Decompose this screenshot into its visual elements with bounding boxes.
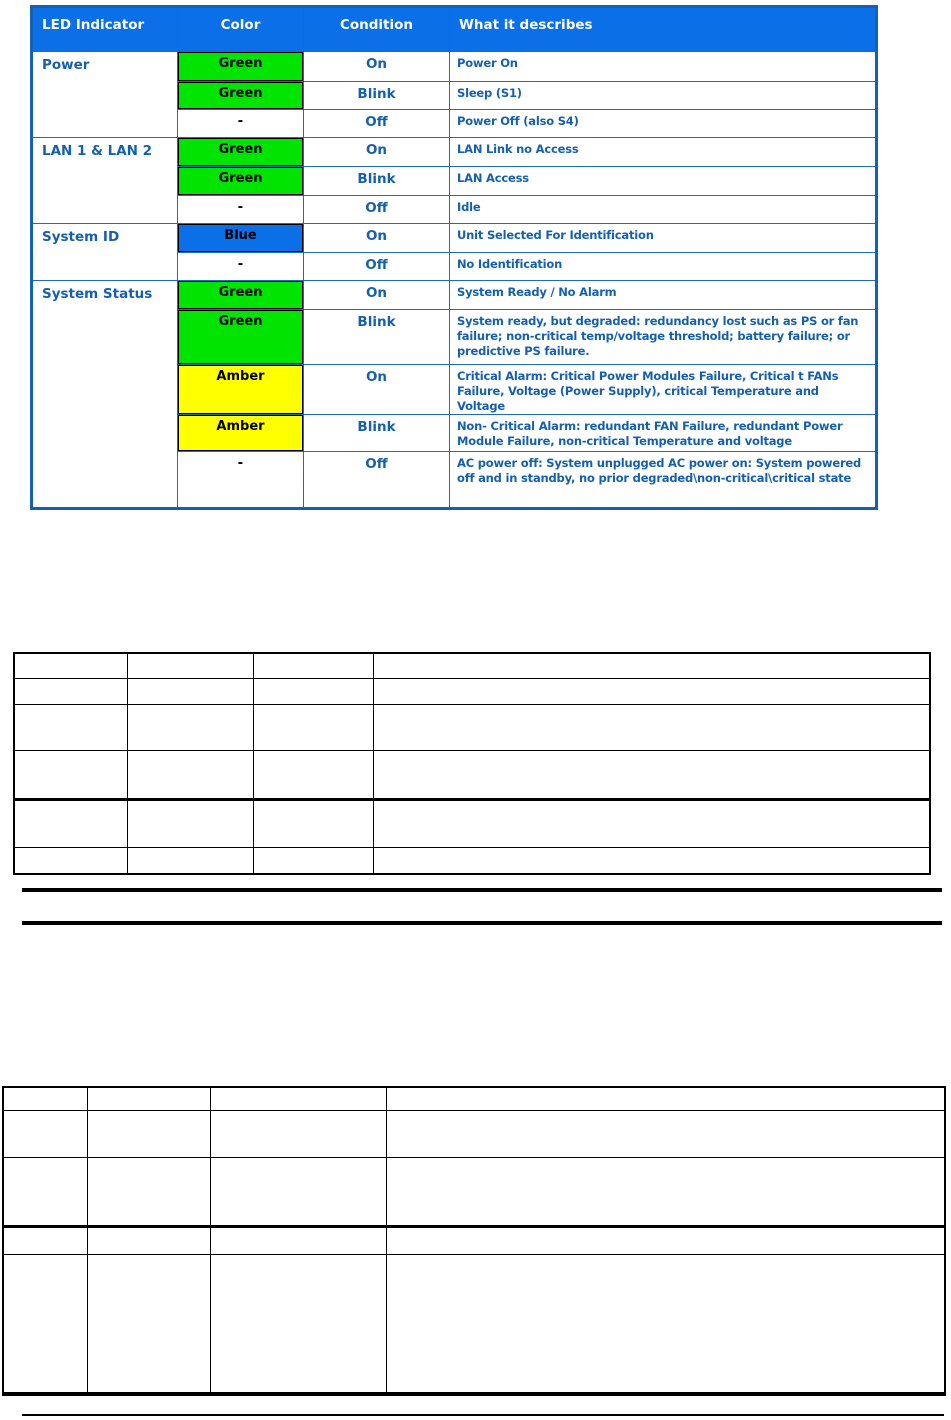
header-row (32, 7, 877, 52)
condition-cell: On (304, 281, 450, 310)
color-cell: Amber (178, 415, 304, 452)
description-cell: No Identification (450, 253, 877, 281)
table-row (3, 1226, 945, 1254)
empty-cell (87, 1254, 210, 1394)
color-cell: Green (178, 138, 304, 167)
table-row (14, 799, 930, 847)
table-row (14, 847, 930, 874)
empty-cell (253, 847, 373, 874)
condition-cell: On (304, 224, 450, 253)
description-cell: Non- Critical Alarm: redundant FAN Failure, redundant Power Module Failure, non-critical Temperature and voltage (450, 415, 877, 452)
empty-cell (210, 1254, 386, 1394)
empty-cell (127, 750, 253, 799)
empty-cell (127, 847, 253, 874)
empty-cell (3, 1254, 87, 1394)
color-cell: Green (178, 310, 304, 365)
empty-table-2 (2, 1086, 946, 1396)
empty-cell (373, 847, 930, 874)
empty-cell (87, 1226, 210, 1254)
condition-cell: On (304, 138, 450, 167)
description-cell: AC power off: System unplugged AC power on: System powered off and in standby, no prior degraded\non-critical\critical state (450, 452, 877, 509)
condition-cell: Off (304, 196, 450, 224)
empty-cell (386, 1157, 945, 1226)
horizontal-rule (22, 921, 942, 925)
empty-cell (3, 1226, 87, 1254)
description-cell: Critical Alarm: Critical Power Modules Failure, Critical t FANs Failure, Voltage (Power Supply), critical Temperature and Voltage (450, 365, 877, 415)
color-cell: Green (178, 52, 304, 82)
empty-cell (127, 704, 253, 750)
empty-cell (14, 799, 127, 847)
empty-cell (253, 704, 373, 750)
empty-cell (3, 1157, 87, 1226)
condition-cell: Blink (304, 415, 450, 452)
empty-cell (373, 678, 930, 704)
empty-cell (127, 678, 253, 704)
description-cell: Power On (450, 52, 877, 82)
empty-cell (14, 750, 127, 799)
color-cell: Green (178, 167, 304, 196)
indicator-lan: LAN 1 & LAN 2 (32, 138, 178, 224)
table-row (3, 1087, 945, 1110)
empty-cell (210, 1157, 386, 1226)
table-row (32, 52, 877, 82)
header-led-indicator: LED Indicator (32, 7, 178, 52)
color-cell: Blue (178, 224, 304, 253)
indicator-system-id: System ID (32, 224, 178, 281)
empty-cell (210, 1087, 386, 1110)
table-row (14, 653, 930, 678)
empty-cell (373, 704, 930, 750)
empty-cell (210, 1226, 386, 1254)
condition-cell: On (304, 365, 450, 415)
empty-cell (87, 1087, 210, 1110)
table-row (14, 704, 930, 750)
empty-cell (386, 1226, 945, 1254)
empty-cell (373, 799, 930, 847)
indicator-power: Power (32, 52, 178, 138)
table-row (14, 678, 930, 704)
color-cell: - (178, 452, 304, 509)
description-cell: LAN Access (450, 167, 877, 196)
empty-cell (14, 847, 127, 874)
description-cell: System ready, but degraded: redundancy lost such as PS or fan failure; non-critical temp/voltage threshold; battery failure; or predictive PS failure. (450, 310, 877, 365)
description-cell: LAN Link no Access (450, 138, 877, 167)
table-row (32, 224, 877, 253)
empty-cell (3, 1110, 87, 1157)
empty-cell (14, 704, 127, 750)
description-cell: Unit Selected For Identification (450, 224, 877, 253)
table-row (14, 750, 930, 799)
empty-cell (3, 1087, 87, 1110)
empty-cell (127, 653, 253, 678)
empty-cell (253, 799, 373, 847)
empty-cell (14, 653, 127, 678)
empty-cell (253, 750, 373, 799)
empty-cell (127, 799, 253, 847)
indicator-system-status: System Status (32, 281, 178, 509)
led-indicator-table (30, 5, 878, 510)
color-cell: Green (178, 82, 304, 110)
empty-cell (253, 678, 373, 704)
description-cell: Sleep (S1) (450, 82, 877, 110)
condition-cell: Blink (304, 310, 450, 365)
description-cell: System Ready / No Alarm (450, 281, 877, 310)
color-cell: - (178, 110, 304, 138)
empty-cell (210, 1110, 386, 1157)
horizontal-rule (22, 888, 942, 892)
color-cell: - (178, 253, 304, 281)
empty-cell (87, 1157, 210, 1226)
empty-cell (386, 1254, 945, 1394)
empty-cell (14, 678, 127, 704)
empty-cell (87, 1110, 210, 1157)
empty-table-1 (13, 652, 931, 875)
header-condition: Condition (304, 7, 450, 52)
description-cell: Power Off (also S4) (450, 110, 877, 138)
condition-cell: Blink (304, 82, 450, 110)
table-row (32, 138, 877, 167)
table-row (3, 1254, 945, 1394)
description-cell: Idle (450, 196, 877, 224)
color-cell: Green (178, 281, 304, 310)
header-what-it-describes: What it describes (450, 7, 877, 52)
condition-cell: On (304, 52, 450, 82)
empty-cell (386, 1087, 945, 1110)
condition-cell: Off (304, 253, 450, 281)
empty-cell (386, 1110, 945, 1157)
color-cell: Amber (178, 365, 304, 415)
condition-cell: Off (304, 110, 450, 138)
empty-cell (373, 750, 930, 799)
horizontal-rule (22, 1414, 944, 1416)
condition-cell: Blink (304, 167, 450, 196)
table-row (32, 281, 877, 310)
empty-cell (373, 653, 930, 678)
condition-cell: Off (304, 452, 450, 509)
table-row (3, 1157, 945, 1226)
table-row (3, 1110, 945, 1157)
header-color: Color (178, 7, 304, 52)
empty-cell (253, 653, 373, 678)
color-cell: - (178, 196, 304, 224)
